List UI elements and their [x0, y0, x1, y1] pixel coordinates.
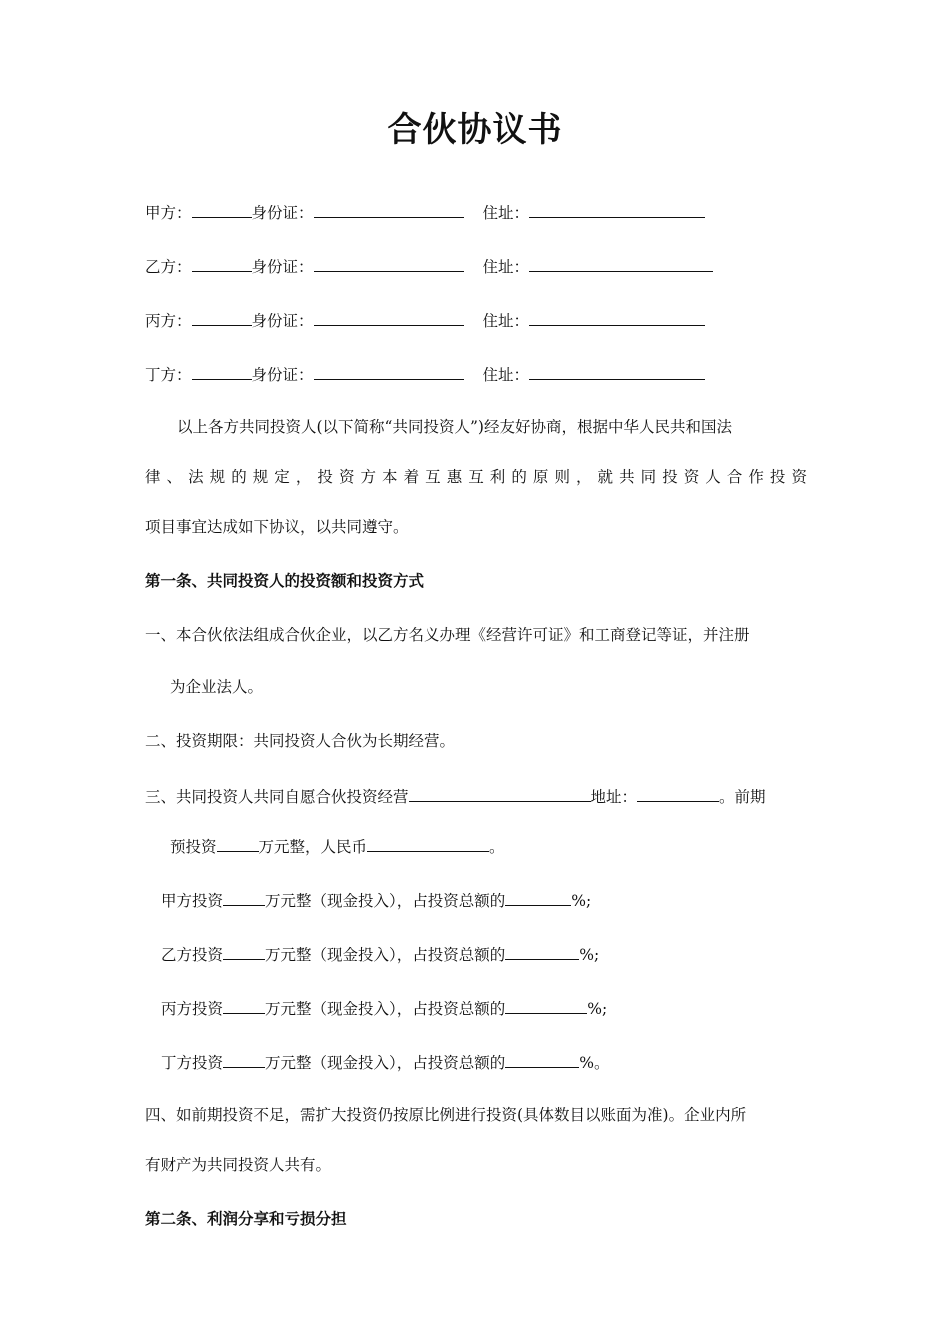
id-label: 身份证： [251, 204, 314, 222]
address-label: 住址： [482, 366, 529, 384]
party-label: 甲方： [145, 204, 192, 222]
party-label: 丁方： [145, 366, 192, 384]
investment-text: 万元整（现金投入），占投资总额的 [265, 1000, 506, 1018]
party-label: 乙方： [145, 258, 192, 276]
address-label: 住址： [482, 258, 529, 276]
investment-line-a [161, 888, 591, 912]
pre-invest-end: 。 [489, 838, 505, 856]
investment-line-d [161, 1050, 610, 1074]
investment-party: 乙方投资 [161, 946, 224, 964]
investment-line-b [161, 942, 599, 966]
party-line-a [145, 200, 705, 224]
intro-line-2: 律、法规的规定，投资方本着互惠互利的原则，就共同投资人合作投资 [145, 468, 807, 486]
article-1-item-2: 二、投资期限：共同投资人合伙为长期经营。 [145, 732, 456, 750]
investment-end: %; [571, 892, 592, 910]
article-1-item-3 [145, 784, 766, 808]
intro-line-3: 项目事宜达成如下协议，以共同遵守。 [145, 518, 409, 536]
investment-party: 丙方投资 [161, 1000, 224, 1018]
investment-line-c [161, 996, 607, 1020]
address-label: 住址： [482, 204, 529, 222]
investment-party: 甲方投资 [161, 892, 224, 910]
id-label: 身份证： [251, 366, 314, 384]
investment-party: 丁方投资 [161, 1054, 224, 1072]
investment-end: %; [579, 946, 600, 964]
address-label: 住址： [482, 312, 529, 330]
article-1-item-1-cont: 为企业法人。 [170, 678, 264, 696]
item-3-tail: 。前期 [719, 788, 766, 806]
party-line-b [145, 254, 713, 278]
article-1-item-4: 四、如前期投资不足，需扩大投资仍按原比例进行投资(具体数目以账面为准)。企业内所 [145, 1106, 747, 1124]
investment-text: 万元整（现金投入），占投资总额的 [265, 946, 506, 964]
document-title: 合伙协议书 [387, 110, 563, 150]
party-label: 丙方： [145, 312, 192, 330]
investment-end: %; [587, 1000, 608, 1018]
id-label: 身份证： [251, 258, 314, 276]
article-2-heading: 第二条、利润分享和亏损分担 [145, 1209, 347, 1228]
id-label: 身份证： [251, 312, 314, 330]
intro-line-1: 以上各方共同投资人(以下简称“共同投资人”)经友好协商，根据中华人民共和国法 [177, 418, 732, 436]
article-1-item-4-cont: 有财产为共同投资人共有。 [145, 1156, 332, 1174]
article-1-item-1: 一、本合伙依法组成合伙企业，以乙方名义办理《经营许可证》和工商登记等证，并注册 [145, 626, 750, 644]
party-line-d [145, 362, 705, 386]
article-1-item-3-cont [170, 834, 505, 858]
party-line-c [145, 308, 705, 332]
pre-invest-unit: 万元整，人民币 [258, 838, 368, 856]
investment-end: %。 [579, 1054, 610, 1072]
investment-text: 万元整（现金投入），占投资总额的 [265, 1054, 506, 1072]
investment-text: 万元整（现金投入），占投资总额的 [265, 892, 506, 910]
item-3-address-label: 地址： [590, 788, 638, 806]
item-3-text: 三、共同投资人共同自愿合伙投资经营 [145, 788, 409, 806]
pre-invest-label: 预投资 [170, 838, 217, 856]
article-1-heading: 第一条、共同投资人的投资额和投资方式 [145, 571, 425, 590]
